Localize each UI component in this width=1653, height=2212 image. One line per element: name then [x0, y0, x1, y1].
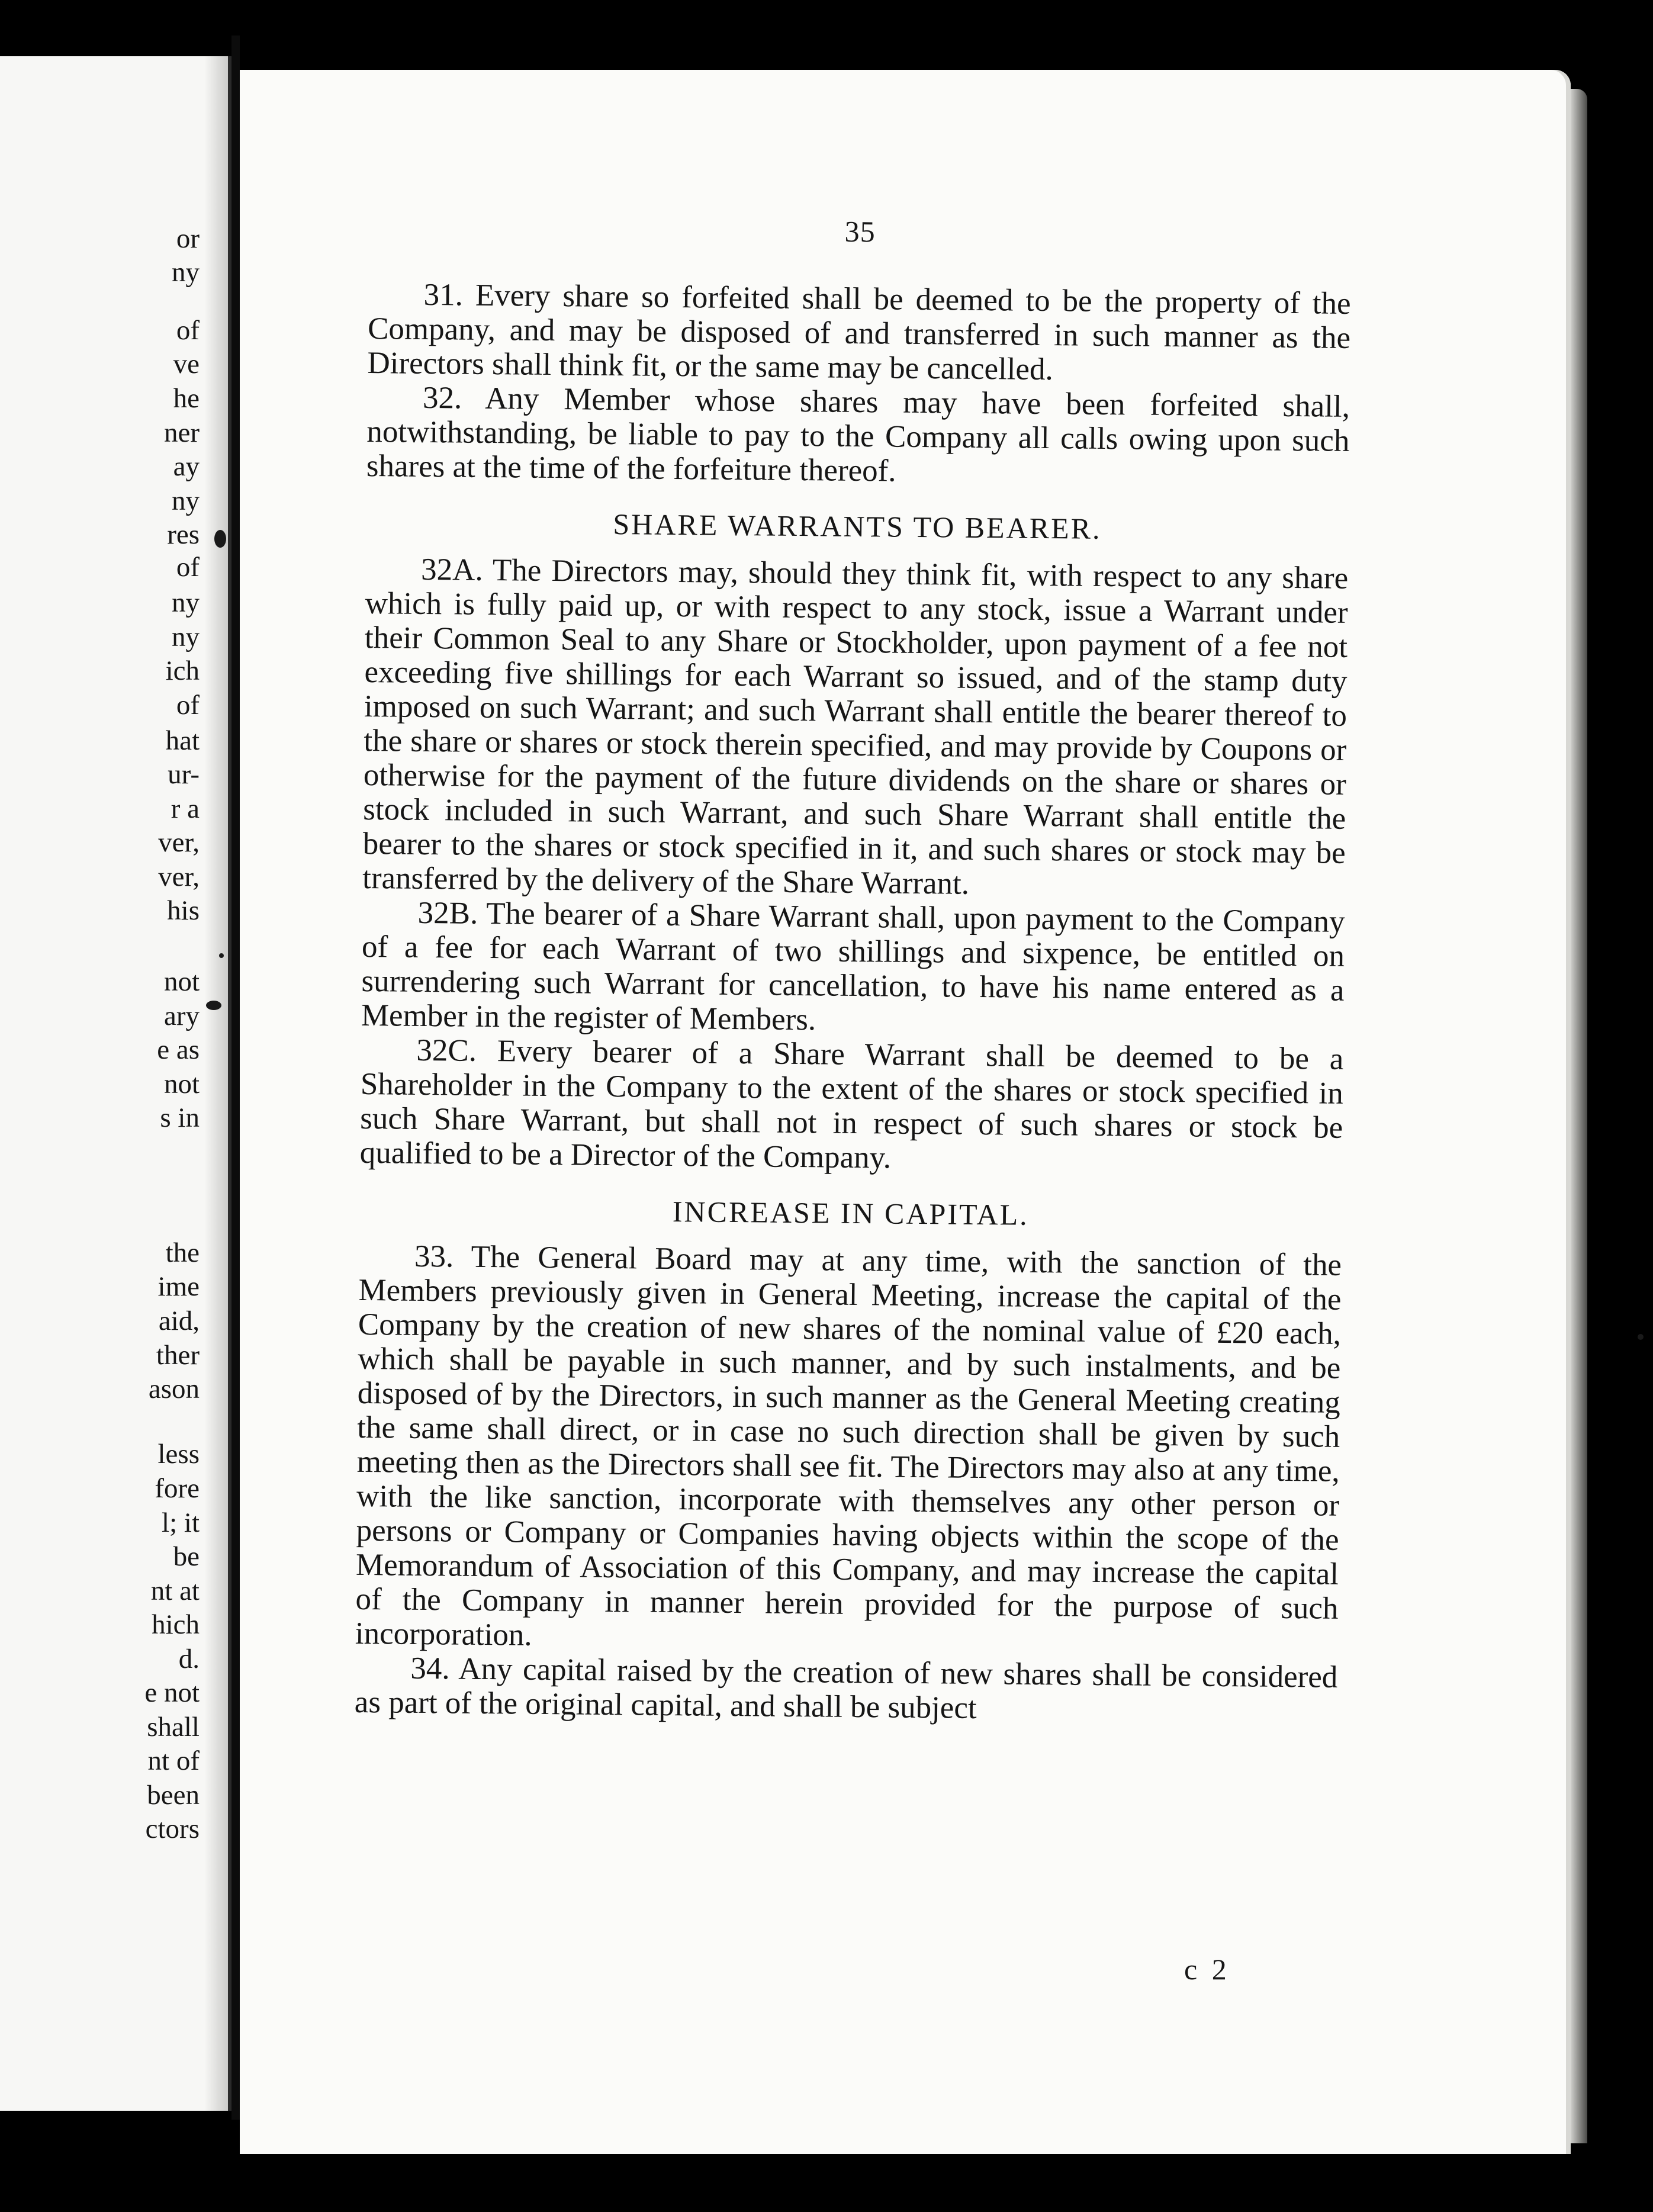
section-heading: INCREASE IN CAPITAL.	[672, 1195, 1029, 1232]
previous-page-fragment: ve	[173, 349, 200, 380]
previous-page-fragment: ur-	[168, 759, 200, 790]
previous-page-fragment: aid,	[158, 1306, 200, 1336]
page-edge	[1571, 89, 1587, 2143]
previous-page-fragment: not	[163, 1069, 200, 1099]
previous-page-fragment: ny	[172, 257, 200, 288]
page-number: 35	[844, 214, 876, 249]
previous-page-fragment: less	[157, 1439, 200, 1470]
previous-page-fragment: ason	[148, 1374, 200, 1404]
previous-page-fragment: s in	[160, 1102, 200, 1133]
article-paragraph: 32. Any Member whose shares may have been forfeited shall, notwithstanding, be liable to pay to the Company all calls owing upon such shares at the time of the forfeiture thereof.	[366, 380, 1350, 488]
previous-page-fragment: ny	[172, 622, 200, 652]
previous-page-fragment: ny	[172, 486, 200, 516]
speck-mark	[206, 1001, 221, 1010]
previous-page-fragment: not	[163, 966, 200, 997]
previous-page-fragment: been	[147, 1780, 200, 1811]
speck-mark	[1638, 1334, 1644, 1340]
previous-page-fragment: of	[176, 315, 200, 346]
previous-page-fragment: he	[173, 383, 200, 414]
previous-page-fragment: his	[167, 895, 200, 926]
previous-page-fragment: e not	[144, 1677, 200, 1708]
article-paragraph: 33. The General Board may at any time, with the sanction of the Members previously given in General Meeting, increase the capital of the Company by the creation of new shares of the nominal value of £20 each, which shall be payable in such manner, and by such instalments, and be disposed of by the Directors, in such manner as the General Meeting creating the same shall direct, or in case no such direction shall be given by such meeting then as the Directors shall see fit. The Directors may also at any time, with the like sanction, incorporate with themselves any other person or persons or Company or Companies having objects within the scope of the Memorandum of Association of this Company, and may increase the capital of the Company in manner herein provided for the purpose of such incorporation.	[355, 1239, 1342, 1652]
previous-page-fragment: ver,	[158, 861, 200, 892]
previous-page-fragment: d.	[178, 1644, 200, 1674]
page-content	[355, 212, 1352, 1729]
previous-page-fragment: ay	[173, 451, 200, 482]
previous-page-fragment: hat	[165, 725, 200, 756]
previous-page-fragment: res	[167, 519, 200, 550]
previous-page-fragment: shall	[147, 1712, 200, 1742]
previous-page-fragment: of	[176, 552, 200, 583]
book-page	[240, 70, 1571, 2154]
article-paragraph: 32C. Every bearer of a Share Warrant shall be deemed to be a Shareholder in the Company to the extent of the shares or stock specified in such Share Warrant, but shall not in respect of such shares or stock be qualified to be a Director of the Company.	[359, 1033, 1344, 1175]
previous-page-fragment: ime	[157, 1271, 200, 1302]
previous-page-fragment: ich	[165, 655, 200, 686]
previous-page-fragment: l; it	[162, 1507, 200, 1538]
previous-page-fragment: ary	[163, 1001, 200, 1031]
previous-page-fragment: ther	[156, 1340, 200, 1371]
article-paragraph: 31. Every share so forfeited shall be deemed to be the property of the Company, and may be disposed of and transferred in such manner as the Directors shall think fit, or the same may be cancelled.	[367, 277, 1351, 387]
previous-page-fragment: fore	[155, 1473, 200, 1504]
previous-page-fragment: r a	[171, 793, 200, 824]
previous-page-fragment: ny	[172, 587, 200, 618]
speck-mark	[214, 530, 226, 548]
previous-page-fragment: ctors	[145, 1814, 200, 1844]
article-paragraph: 32B. The bearer of a Share Warrant shall, upon payment to the Company of a fee for each Warrant of two shillings and sixpence, be entitled on surrendering such Warrant for cancellation, to have his name entered as a Member in the register of Members.	[361, 895, 1345, 1037]
signature-mark: c 2	[1184, 1953, 1230, 1986]
previous-page-sliver	[0, 56, 231, 2111]
previous-page-fragment: the	[165, 1237, 200, 1268]
previous-page-fragment: be	[173, 1541, 200, 1572]
previous-page-fragment: ver,	[158, 827, 200, 858]
book-gutter	[231, 36, 240, 2120]
article-paragraph: 32A. The Directors may, should they think fit, with respect to any share which is fully paid up, or with respect to any stock, issue a Warrant under their Common Seal to any Share or Stockholder, upon payment of a fee not exceeding five shillings for each Warrant so issued, and of the stamp duty imposed on such Warrant; and such Warrant shall entitle the bearer thereof to the share or shares or stock therein specified, and may provide by Coupons or otherwise for the payment of the future dividends on the share or shares or stock included in such Warrant, and such Share Warrant shall entitle the bearer to the shares or stock specified in it, and such shares or stock may be transferred by the delivery of the Share Warrant.	[362, 552, 1349, 901]
previous-page-fragment: of	[176, 690, 200, 721]
previous-page-fragment: ner	[163, 417, 200, 448]
page-fold-shadow	[204, 56, 228, 2111]
section-heading: SHARE WARRANTS TO BEARER.	[613, 507, 1102, 545]
article-paragraph: 34. Any capital raised by the creation of new shares shall be considered as part of the original capital, and shall be subject	[354, 1651, 1338, 1725]
page-body	[355, 277, 1351, 1729]
speck-mark	[219, 953, 224, 958]
previous-page-fragment: or	[176, 223, 200, 254]
previous-page-fragment: nt of	[147, 1745, 200, 1776]
previous-page-fragment: nt at	[150, 1576, 200, 1606]
previous-page-fragment: hich	[152, 1609, 200, 1640]
previous-page-fragment: e as	[157, 1034, 200, 1065]
